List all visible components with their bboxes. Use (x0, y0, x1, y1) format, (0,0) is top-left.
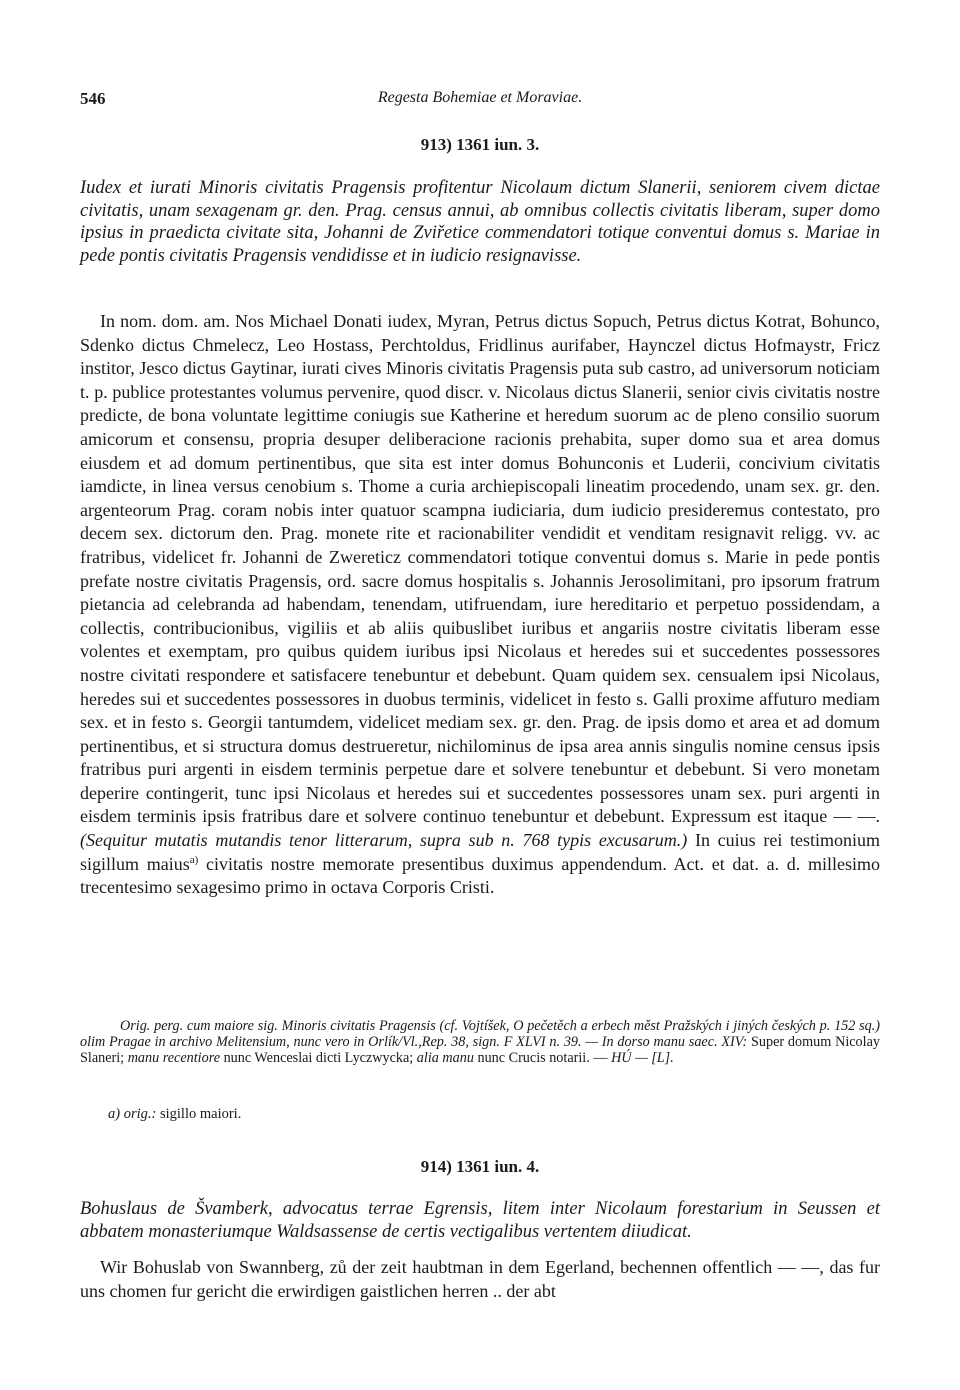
entry-914-heading: 914) 1361 iun. 4. (420, 1157, 540, 1176)
footnote-reference: a) (189, 853, 199, 866)
footnote-text: sigillo maiori. (159, 1106, 242, 1122)
entry-913-summary: Iudex et iurati Minoris civitatis Pragensis profitentur Nicolaum dictum Slanerii, seniorem civem dictae civitatis, unam sexagenam gr. den. Prag. census annui, ab omnibus collectis civitatis liberam, super domo ipsius in praedicta civitate sita, Johanni de Zviřetice commendatori totique conventui domus s. Mariae in pede pontis civitatis Pragensis vendidisse et in iudicio resignavisse. (80, 178, 880, 266)
page-number: 546 (80, 89, 106, 108)
entry-913-archival-note (80, 1019, 880, 1066)
note-italic-4: HÚ — [L]. (611, 1049, 674, 1066)
entry-914-body-text: Wir Bohuslab von Swannberg, zů der zeit haubtman in dem Egerland, bechennen offentlich — —, das fur uns chomen fur gericht die erwirdigen gaistlichen herren .. der abt (80, 1257, 880, 1301)
note-plain-2: nunc Wenceslai dicti Lyczwycka; (223, 1049, 414, 1066)
footnote-marker: a) (108, 1106, 121, 1122)
running-title: Regesta Bohemiae et Moraviae. (377, 89, 583, 106)
note-italic-2: manu recentiore (127, 1049, 221, 1066)
footnote-label: orig.: (123, 1106, 157, 1122)
entry-914-body (80, 1256, 880, 1303)
note-plain-3: nunc Crucis notarii. — (477, 1049, 608, 1066)
body-text-part3: civitatis nostre memorate presentibus duximus appendendum. Act. et dat. a. d. millesimo trecentesimo sexagesimo primo in octava Corporis Cristi. (80, 853, 880, 898)
body-text-part1: In nom. dom. am. Nos Michael Donati iudex, Myran, Petrus dictus Sopuch, Petrus dictus Kotrat, Bohunco, Sdenko dictus Chmelecz, Leo Hostass, Perchtoldus, Fridlinus aurifaber, Haynczel dictus Hofmaystr, Fricz institor, Jesco dictus Gaytinar, iurati cives Minoris civitatis Pragensis puta sub castro, ad universorum noticiam t. p. publice protestantes volumus pervenire, quod discr. v. Nicolaus dictus Slanerii, senior civis civitatis nostre predicte, de bona voluntate legittime coniugis sue Katherine et heredum suorum ac de pleno consilio suorum amicorum et consensu, propria desuper deliberacione racionis prehabita, super domo sua et area domus eiusdem et ad domum pertinentibus, que sita est inter domus Bohunconis et Luderii, concivium civitatis iamdicte, in linea versus cenobium s. Thome a curia archiepiscopali lineatim procedendo, unam sex. gr. den. argenteorum Prag. coram nobis inter quatuor scampna iudiciaria, dum iudicio presideremus contestato, pro decem sex. dictorum den. Prag. monete rite et racionabiliter vendidit et venditam resignavit religg. vv. ac fratribus, videlicet fr. Johanni de Zwereticz commendatori totique conventui domus s. Marie in pede pontis prefate nostre civitatis Pragensis, ord. sacre domus hospitalis s. Johannis Jerosolimitani, pro ipsorum fratrum pietancia ad celebranda ad habendam, tenendam, utifruendam, iure hereditario et perpetuo possidendam, a collectis, contribucionibus, vigiliis et ab aliis quibuslibet iuribus et angariis nostre civitatis liberam esse volentes et exemptam, pro quibus quidem iuribus ipsi Nicolaus et heredes sui et succedentes possessores nostre civitati respondere et satisfacere tenebuntur et debebunt. Quam quidem sex. censualem ipsi Nicolaus, heredes sui et succedentes possessores in duobus terminis, videlicet in festo s. Galli proxime affuturo mediam sex. et in festo s. Georgii tantumdem, videlicet mediam sex. gr. den. Prag. de ipsis domo et area et ad domum pertinentibus, et si structura domus destrueretur, nichilominus de ipsa area annis singulis nomine census ipsis fratribus puri argenti in eisdem terminis perpetue dare et solvere tenebuntur et debebunt. Si vero monetam deperire contingerit, tunc ipsi Nicolaus et heredes sui et succedentes possessores unam sex. puri argenti in eisdem terminis ipsis fratribus dare et solvere continuo tenebuntur et debebunt. Expressum est itaque — —. (80, 311, 880, 827)
body-text-part2: In cuius rei testimonium sigillum maius (80, 830, 881, 874)
footnote (108, 1105, 508, 1123)
entry-914-summary: Bohuslaus de Švamberk, advocatus terrae Egrensis, litem inter Nicolaum forestarium in Seussen et abbatem monasteriumque Waldsassense de certis vectigalibus vertentem diiudicat. (80, 1199, 880, 1242)
note-italic-1: Orig. perg. cum maiore sig. Minoris civitatis Pragensis (cf. Vojtíšek, O pečetěch a erbech měst Pražských i jiných českých p. 152 sq.) olim Pragae in archivo Melitensium, nunc vero in Orlík/Vl.,Rep. 38, sign. F XLVI n. 39. — In dorso manu saec. XIV: (80, 1018, 880, 1050)
entry-913-heading: 913) 1361 iun. 3. (420, 135, 540, 154)
page-header (80, 89, 880, 113)
document-page (80, 0, 880, 1390)
note-italic-3: alia manu (416, 1049, 474, 1066)
note-plain-1: Super domum Nicolay Slaneri; (80, 1033, 880, 1066)
entry-913-body (80, 310, 880, 900)
body-text-italic: (Sequitur mutatis mutandis tenor litterarum, supra sub n. 768 typis excusarum.) (80, 830, 688, 851)
